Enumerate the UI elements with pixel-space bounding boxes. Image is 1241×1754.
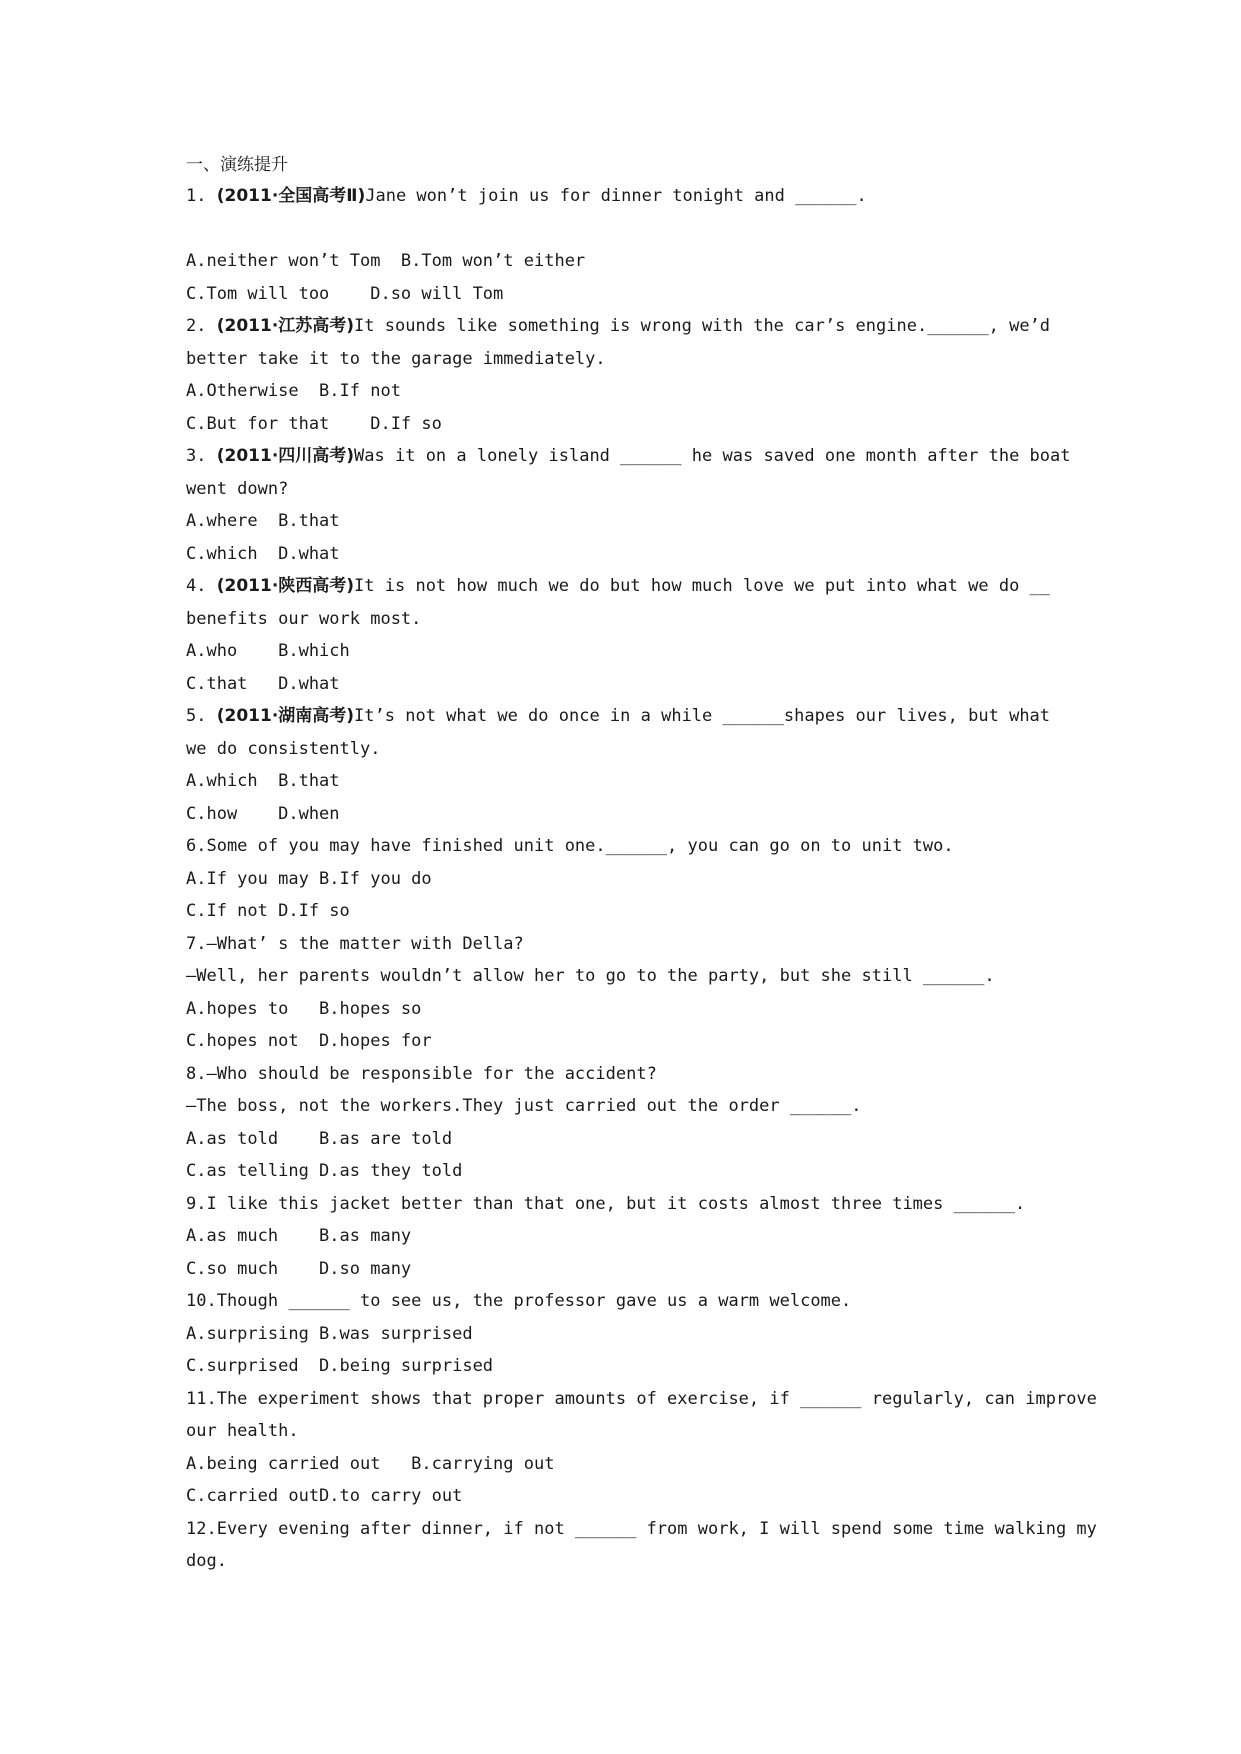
question-12-stem-cont: dog. bbox=[186, 1551, 227, 1571]
question-text: Jane won’t join us for dinner tonight and ______. bbox=[365, 186, 867, 206]
question-number: 3. bbox=[186, 446, 207, 466]
question-9-options-cd: C.so much D.so many bbox=[186, 1258, 412, 1279]
question-number: 2. bbox=[186, 316, 207, 336]
question-5-options-ab: A.which B.that bbox=[186, 771, 340, 791]
question-11-stem-cont: our health. bbox=[186, 1421, 299, 1441]
question-source: (2011·湖南高考) bbox=[216, 706, 355, 726]
question-4-stem-cont: benefits our work most. bbox=[186, 608, 422, 629]
question-source: (2011·江苏高考) bbox=[216, 316, 355, 336]
question-4-options-ab: A.who B.which bbox=[186, 641, 350, 661]
question-7-stem-cont: —Well, her parents wouldn’t allow her to go to the party, but she still ______. bbox=[186, 966, 995, 986]
question-6-options-cd: C.If not D.If so bbox=[186, 901, 350, 921]
question-5-stem-cont: we do consistently. bbox=[186, 738, 381, 759]
question-5-options-cd: C.how D.when bbox=[186, 803, 340, 824]
question-number: 1. bbox=[186, 186, 207, 206]
question-number: 5. bbox=[186, 706, 207, 726]
section-title: 一、演练提升 bbox=[186, 155, 288, 175]
question-7-stem: 7.—What’ s the matter with Della? bbox=[186, 933, 524, 954]
question-8-options-cd: C.as telling D.as they told bbox=[186, 1161, 463, 1181]
question-3-options-cd: C.which D.what bbox=[186, 543, 340, 564]
question-text: It’s not what we do once in a while ______shapes our lives, but what bbox=[354, 706, 1051, 726]
question-9-stem: 9.I like this jacket better than that one, but it costs almost three times ______. bbox=[186, 1193, 1026, 1214]
question-3-stem-cont: went down? bbox=[186, 478, 289, 499]
question-9-options-ab: A.as much B.as many bbox=[186, 1226, 412, 1246]
question-text: It sounds like something is wrong with the car’s engine.______, we’d bbox=[354, 316, 1051, 336]
question-12-stem: 12.Every evening after dinner, if not ______ from work, I will spend some time walking my bbox=[186, 1518, 1097, 1539]
question-source: (2011·全国高考Ⅱ) bbox=[216, 186, 366, 206]
exercise-page bbox=[186, 150, 1097, 1578]
question-7-options-cd: C.hopes not D.hopes for bbox=[186, 1031, 432, 1051]
question-11-options-cd: C.carried outD.to carry out bbox=[186, 1486, 463, 1506]
question-5-stem bbox=[186, 700, 1076, 733]
question-2-options-ab: A.Otherwise B.If not bbox=[186, 381, 401, 401]
question-10-options-cd: C.surprised D.being surprised bbox=[186, 1356, 494, 1376]
question-1-stem bbox=[186, 180, 1076, 213]
question-4-stem bbox=[186, 570, 1076, 603]
question-2-stem bbox=[186, 310, 1076, 343]
question-6-stem: 6.Some of you may have finished unit one.______, you can go on to unit two. bbox=[186, 836, 954, 856]
question-8-options-ab: A.as told B.as are told bbox=[186, 1128, 453, 1149]
question-8-stem-cont: —The boss, not the workers.They just carried out the order ______. bbox=[186, 1096, 862, 1116]
question-11-options-ab: A.being carried out B.carrying out bbox=[186, 1453, 555, 1474]
question-2-stem-cont: better take it to the garage immediately. bbox=[186, 348, 606, 369]
question-3-stem bbox=[186, 440, 1076, 473]
question-2-options-cd: C.But for that D.If so bbox=[186, 413, 442, 434]
question-1-options-cd: C.Tom will too D.so will Tom bbox=[186, 283, 504, 304]
question-text: Was it on a lonely island ______ he was saved one month after the boat bbox=[354, 446, 1071, 466]
blank-gap bbox=[186, 213, 1076, 246]
question-8-stem: 8.—Who should be responsible for the accident? bbox=[186, 1063, 657, 1084]
question-10-options-ab: A.surprising B.was surprised bbox=[186, 1323, 473, 1344]
question-7-options-ab: A.hopes to B.hopes so bbox=[186, 998, 422, 1019]
question-1-options-ab: A.neither won’t Tom B.Tom won’t either bbox=[186, 251, 586, 271]
question-11-stem: 11.The experiment shows that proper amounts of exercise, if ______ regularly, can improve bbox=[186, 1388, 1097, 1409]
question-10-stem: 10.Though ______ to see us, the professor gave us a warm welcome. bbox=[186, 1291, 852, 1311]
question-text: It is not how much we do but how much love we put into what we do __ bbox=[354, 576, 1051, 596]
question-source: (2011·陕西高考) bbox=[216, 576, 355, 596]
question-source: (2011·四川高考) bbox=[216, 446, 355, 466]
question-4-options-cd: C.that D.what bbox=[186, 673, 340, 694]
question-6-options-ab: A.If you may B.If you do bbox=[186, 868, 432, 889]
question-3-options-ab: A.where B.that bbox=[186, 511, 340, 531]
question-number: 4. bbox=[186, 576, 207, 596]
